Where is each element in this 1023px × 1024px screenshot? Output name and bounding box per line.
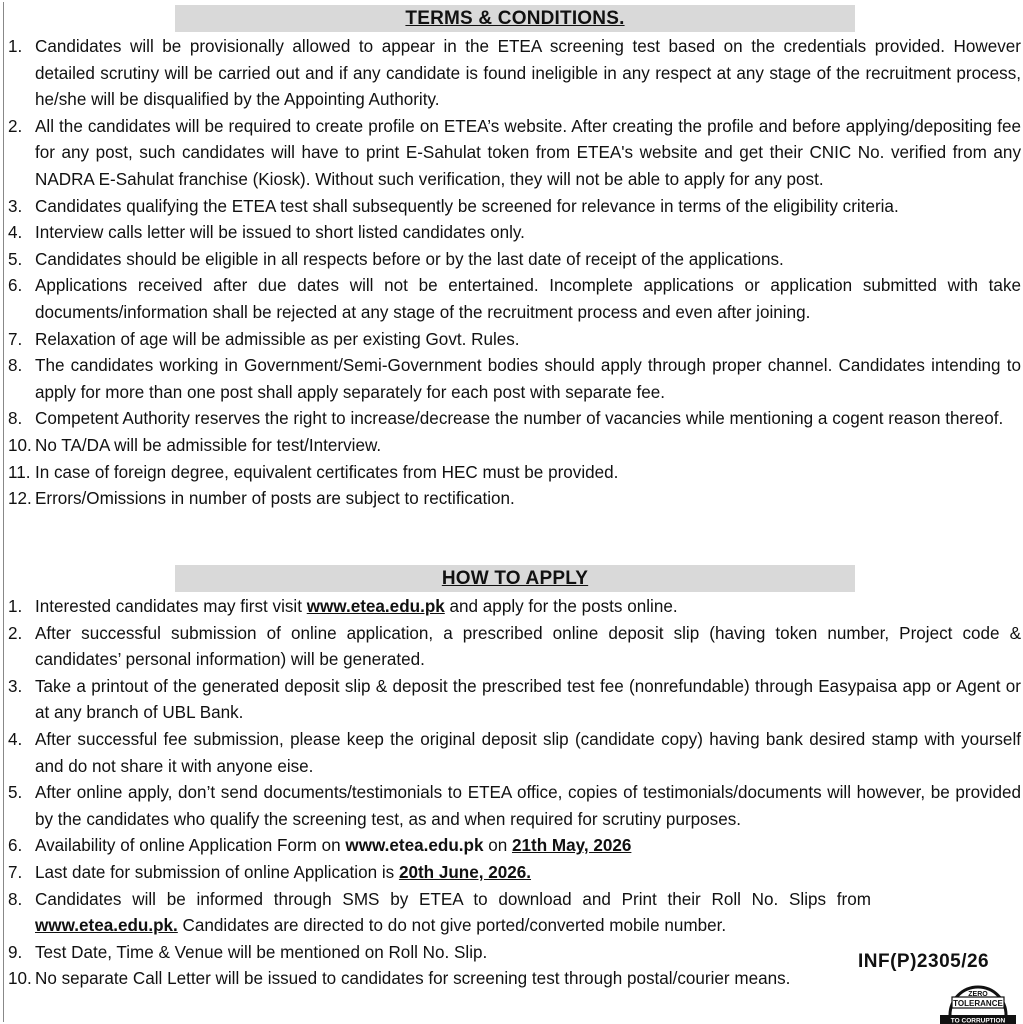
item-text: Candidates will be provisionally allowed to appear in the ETEA screening test based on the credentials provided. However detailed scrutiny will be carried out and if any candidate is found ineligible in any respect at any stage of the recruitment process, he/she will be disqualified by the Appointing Authority. [35,37,1021,110]
text-segment: Last date for submission of online Application is [35,862,399,882]
item-text: Applications received after due dates will not be entertained. Incomplete applications or application submitted with take documents/information shall be rejected at any stage of the recruitment process and even after joining. [35,276,1021,322]
text-segment: Interested candidates may first visit [35,597,307,616]
apply-item [8,594,1021,621]
item-number: 1. [8,597,23,616]
item-number: 2. [8,623,23,643]
terms-item [8,486,1021,513]
left-border [3,2,4,1022]
item-number: 6. [8,276,23,296]
etea-website-link[interactable]: www.etea.edu.pk. [35,916,178,936]
item-text [35,860,1021,887]
text-segment: and apply for the posts online. [444,597,678,616]
apply-item [8,727,1021,780]
item-number: 8. [8,409,23,429]
terms-heading: TERMS & CONDITIONS. [405,8,625,29]
item-number: 4. [8,223,23,243]
svg-text:ZERO: ZERO [968,991,988,998]
item-number: 8. [8,356,23,376]
text-segment: Candidates are directed to do not give ported/converted mobile number. [177,916,727,936]
item-number: 8. [8,889,23,909]
item-text [35,594,1021,621]
apply-list [8,594,1021,993]
item-number: 7. [8,862,23,882]
item-text [35,833,1021,860]
item-text: After online apply, don’t send documents/testimonials to ETEA office, copies of testimonials/documents will however, be provided by the candidates who qualify the screening test, as and when required for scrutiny purposes. [35,783,1021,829]
apply-item [8,833,1021,860]
last-date: 20th June, 2026. [398,862,532,882]
zero-tolerance-logo [938,975,1018,1024]
item-text: No TA/DA will be admissible for test/Interview. [35,435,382,455]
svg-text:TO CORRUPTION: TO CORRUPTION [950,1017,1006,1024]
item-number: 10. [8,435,32,455]
apply-heading: HOW TO APPLY [441,568,589,589]
terms-item [8,273,1021,326]
terms-item [8,114,1021,194]
apply-item [8,780,1021,833]
apply-item [8,621,1021,674]
terms-item [8,194,1021,221]
terms-item [8,220,1021,247]
terms-item [8,460,1021,487]
text-segment: Candidates will be informed through SMS by ETEA to download and Print their Roll No. Slips from [35,889,871,909]
item-number: 4. [8,729,23,749]
item-text: In case of foreign degree, equivalent certificates from HEC must be provided. [35,462,619,482]
item-text: After successful submission of online application, a prescribed online deposit slip (having token number, Project code & candidates’ personal information) will be generated. [35,623,1021,670]
apply-item [8,860,1021,887]
item-text [35,887,1021,940]
item-text: All the candidates will be required to create profile on ETEA’s website. After creating the profile and before applying/depositing fee for any post, such candidates will have to print E-Sahulat token from ETEA's website and get their CNIC No. verified from any NADRA E-Sahulat franchise (Kiosk). Without such verification, they will not be able to apply for any post. [35,116,1021,189]
item-number: 2. [8,116,23,136]
item-text: Errors/Omissions in number of posts are subject to rectification. [35,489,515,509]
item-text: Candidates qualifying the ETEA test shall subsequently be screened for relevance in terms of the eligibility criteria. [35,196,899,216]
svg-text:TOLERANCE: TOLERANCE [953,999,1003,1008]
item-text: After successful fee submission, please keep the original deposit slip (candidate copy) having bank desired stamp with yourself and do not share it with anyone eise. [35,729,1021,776]
availability-date: 21th May, 2026 [511,836,632,856]
text-segment: on [483,836,512,856]
item-number: 6. [8,836,23,856]
terms-item [8,247,1021,274]
item-number: 3. [8,196,23,216]
apply-item [8,887,1021,940]
apply-heading-bar [175,565,855,592]
etea-website-text: www.etea.edu.pk [345,836,484,856]
item-number: 11. [8,462,31,482]
item-text: Test Date, Time & Venue will be mentioned on Roll No. Slip. [35,942,488,962]
item-text: No separate Call Letter will be issued to candidates for screening test through postal/courier means. [35,969,791,989]
item-text: Competent Authority reserves the right to increase/decrease the number of vacancies while mentioning a cogent reason thereof. [35,409,1004,429]
item-number: 12. [8,489,32,509]
etea-website-link[interactable]: www.etea.edu.pk [306,597,445,616]
item-number: 10. [8,969,32,989]
reference-number: INF(P)2305/26 [858,951,990,972]
item-text: Take a printout of the generated deposit slip & deposit the prescribed test fee (nonrefundable) through Easypaisa app or Agent or at any branch of UBL Bank. [35,676,1021,723]
item-text: Interview calls letter will be issued to short listed candidates only. [35,223,525,243]
terms-list [8,34,1021,513]
item-number: 5. [8,249,23,269]
terms-item [8,327,1021,354]
terms-item [8,406,1021,433]
item-number: 1. [8,37,23,56]
item-text: Candidates should be eligible in all respects before or by the last date of receipt of the applications. [35,249,784,269]
item-number: 5. [8,783,23,803]
item-text: The candidates working in Government/Semi-Government bodies should apply through proper channel. Candidates intending to apply for more than one post shall apply separately for each post with separate fee. [35,356,1021,402]
item-text: Relaxation of age will be admissible as per existing Govt. Rules. [35,329,520,349]
item-number: 7. [8,329,23,349]
terms-item [8,433,1021,460]
item-number: 9. [8,942,23,962]
text-segment: Availability of online Application Form on [35,836,346,856]
apply-item [8,674,1021,727]
item-number: 3. [8,676,23,696]
terms-item [8,353,1021,406]
terms-item [8,34,1021,114]
terms-heading-bar [175,5,855,32]
